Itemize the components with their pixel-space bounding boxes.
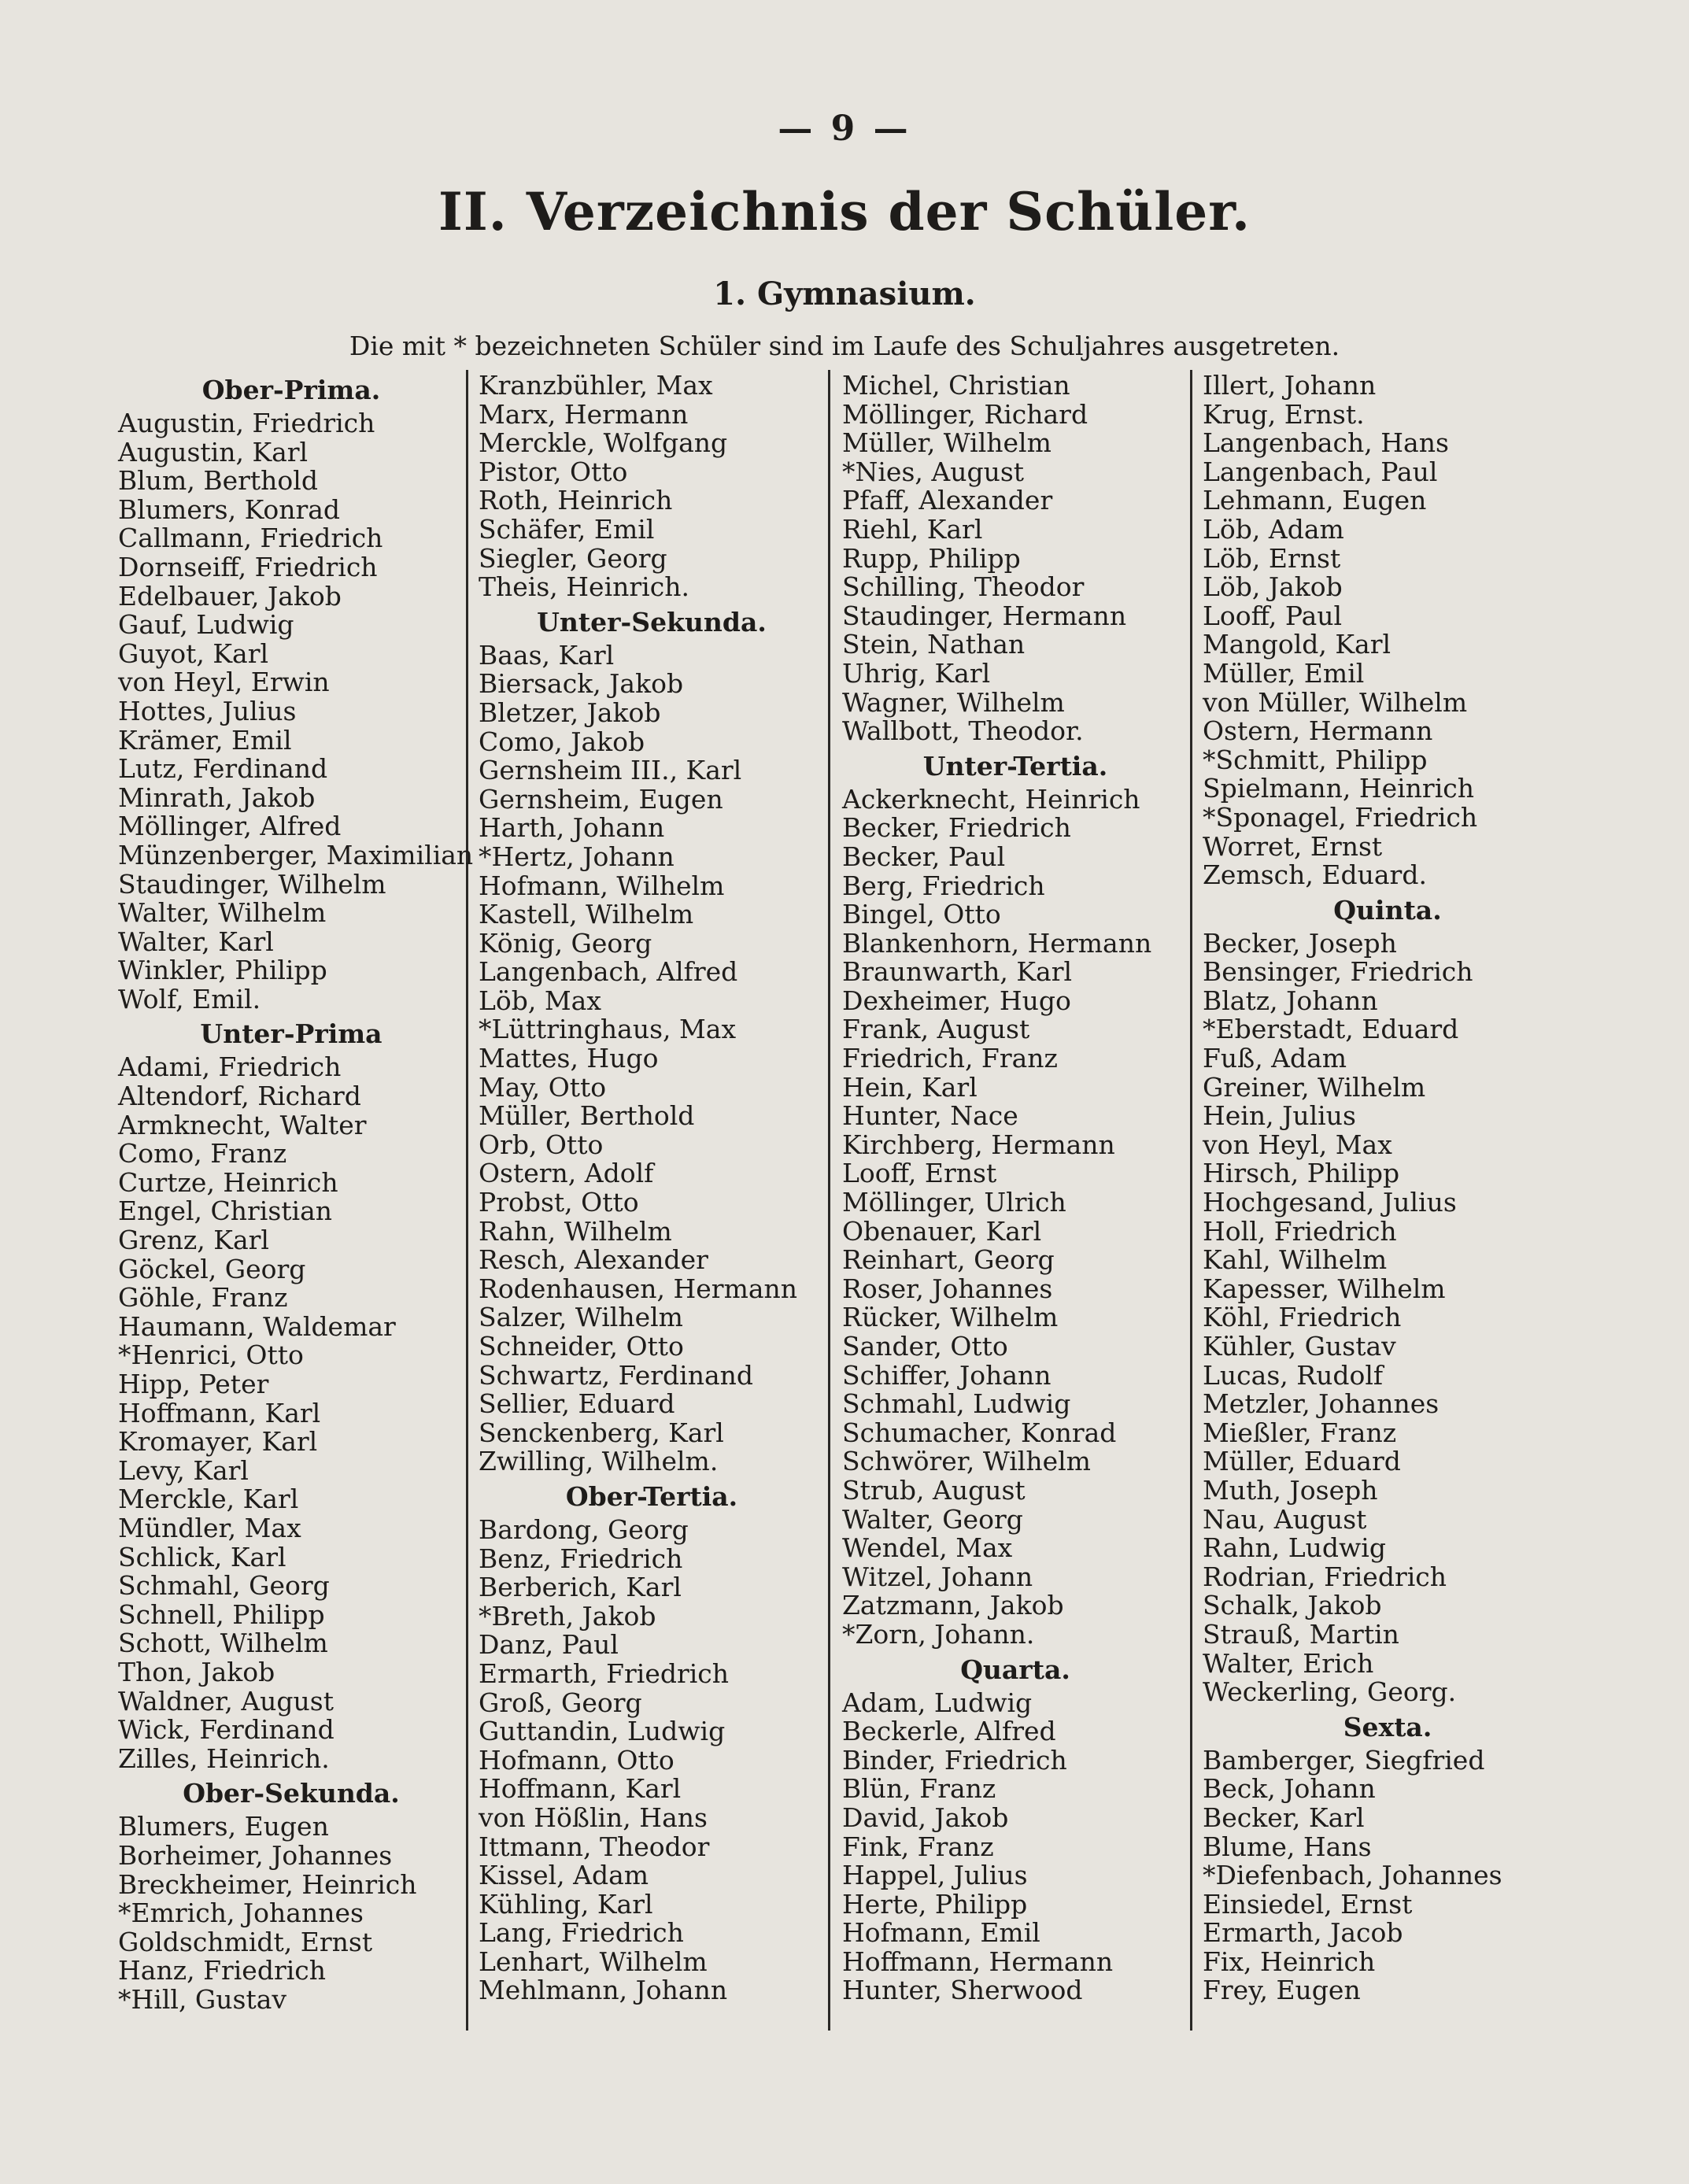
student-entry: Salzer, Wilhelm bbox=[479, 1302, 683, 1333]
student-entry: Callmann, Friedrich bbox=[118, 523, 383, 554]
class-heading: Unter-Tertia. bbox=[922, 750, 1108, 782]
class-section bbox=[479, 371, 825, 602]
student-entry: Walter, Georg bbox=[842, 1503, 1023, 1535]
page-number: — 9 — bbox=[778, 109, 911, 149]
student-entry: *Diefenbach, Johannes bbox=[1203, 1860, 1502, 1891]
student-entry: Schmahl, Georg bbox=[118, 1570, 330, 1602]
class-heading: Quarta. bbox=[960, 1654, 1070, 1685]
student-entry: *Nies, August bbox=[842, 456, 1025, 487]
student-entry: Pistor, Otto bbox=[479, 456, 628, 487]
student-entry: Roser, Johannes bbox=[842, 1273, 1053, 1304]
column-divider bbox=[828, 370, 830, 2031]
student-entry: Happel, Julius bbox=[842, 1860, 1028, 1891]
student-entry: Schwörer, Wilhelm bbox=[842, 1446, 1091, 1477]
student-entry: Augustin, Karl bbox=[118, 436, 309, 467]
student-entry: Gauf, Ludwig bbox=[118, 609, 294, 641]
student-entry: Beck, Johann bbox=[1203, 1773, 1376, 1805]
student-entry: Borheimer, Johannes bbox=[118, 1839, 393, 1871]
student-entry: Lucas, Rudolf bbox=[1203, 1359, 1384, 1391]
student-entry: Frey, Eugen bbox=[1203, 1975, 1361, 2006]
student-entry: Schalk, Jakob bbox=[1203, 1590, 1382, 1621]
student-entry: Nau, August bbox=[1203, 1503, 1367, 1535]
student-entry: Walter, Erich bbox=[1203, 1647, 1374, 1679]
student-entry: Haumann, Waldemar bbox=[118, 1310, 396, 1342]
student-entry: Looff, Paul bbox=[1203, 600, 1343, 631]
class-section bbox=[118, 1778, 464, 2014]
student-entry: Rücker, Wilhelm bbox=[842, 1302, 1059, 1333]
student-entry: Lehmann, Eugen bbox=[1203, 485, 1427, 516]
student-entry: Hirsch, Philipp bbox=[1203, 1158, 1400, 1189]
student-entry: Hoffmann, Karl bbox=[479, 1773, 682, 1805]
student-entry: Como, Jakob bbox=[479, 726, 645, 757]
class-heading: Sexta. bbox=[1343, 1711, 1432, 1742]
student-entry: Probst, Otto bbox=[479, 1187, 639, 1218]
student-entry: *Lüttringhaus, Max bbox=[479, 1014, 737, 1045]
student-entry: Roth, Heinrich bbox=[479, 485, 673, 516]
student-entry: Gernsheim III., Karl bbox=[479, 755, 742, 786]
student-entry: Uhrig, Karl bbox=[842, 657, 991, 689]
student-entry: Friedrich, Franz bbox=[842, 1043, 1058, 1074]
student-entry: Kahl, Wilhelm bbox=[1203, 1244, 1388, 1276]
student-entry: Pfaff, Alexander bbox=[842, 485, 1053, 516]
student-entry: Witzel, Johann bbox=[842, 1561, 1033, 1592]
student-entry: Wagner, Wilhelm bbox=[842, 686, 1065, 718]
student-entry: Breckheimer, Heinrich bbox=[118, 1868, 417, 1900]
student-entry: Zilles, Heinrich. bbox=[118, 1742, 330, 1774]
student-entry: Berg, Friedrich bbox=[842, 870, 1045, 901]
student-entry: Blün, Franz bbox=[842, 1773, 996, 1805]
student-entry: Müller, Berthold bbox=[479, 1100, 695, 1132]
student-entry: Edelbauer, Jakob bbox=[118, 580, 342, 612]
student-entry: Mündler, Max bbox=[118, 1512, 301, 1543]
student-entry: Hottes, Julius bbox=[118, 695, 297, 726]
student-entry: Fix, Heinrich bbox=[1203, 1946, 1376, 1977]
footnote-legend: Die mit * bezeichneten Schüler sind im Laufe des Schuljahres ausgetreten. bbox=[349, 331, 1340, 361]
student-entry: Rupp, Philipp bbox=[842, 542, 1021, 574]
student-entry: *Hill, Gustav bbox=[118, 1983, 287, 2015]
student-entry: von Müller, Wilhelm bbox=[1203, 686, 1468, 718]
student-entry: Ittmann, Theodor bbox=[479, 1831, 710, 1862]
student-entry: Staudinger, Wilhelm bbox=[118, 868, 386, 900]
student-column bbox=[479, 371, 825, 2032]
student-entry: Goldschmidt, Ernst bbox=[118, 1926, 373, 1957]
student-entry: Spielmann, Heinrich bbox=[1203, 773, 1475, 804]
student-entry: Ostern, Adolf bbox=[479, 1158, 654, 1189]
student-entry: Rahn, Wilhelm bbox=[479, 1215, 672, 1247]
class-section bbox=[118, 375, 474, 1014]
student-entry: Illert, Johann bbox=[1203, 370, 1377, 401]
student-entry: Harth, Johann bbox=[479, 812, 665, 844]
student-entry: Löb, Jakob bbox=[1203, 571, 1343, 603]
student-entry: Kühling, Karl bbox=[479, 1888, 653, 1920]
student-entry: Riehl, Karl bbox=[842, 513, 983, 545]
student-entry: *Emrich, Johannes bbox=[118, 1898, 364, 1929]
student-entry: Lang, Friedrich bbox=[479, 1917, 684, 1949]
student-entry: Langenbach, Alfred bbox=[479, 956, 738, 988]
student-entry: Baas, Karl bbox=[479, 639, 615, 671]
student-entry: Hein, Julius bbox=[1203, 1100, 1356, 1132]
student-entry: Schott, Wilhelm bbox=[118, 1628, 328, 1659]
class-section bbox=[1203, 1712, 1573, 2005]
student-entry: Hunter, Nace bbox=[842, 1100, 1018, 1132]
student-entry: Hein, Karl bbox=[842, 1071, 978, 1103]
student-entry: Wick, Ferdinand bbox=[118, 1714, 334, 1746]
student-entry: Biersack, Jakob bbox=[479, 668, 684, 700]
student-entry: Hochgesand, Julius bbox=[1203, 1187, 1457, 1218]
student-entry: Danz, Paul bbox=[479, 1629, 619, 1661]
student-entry: Muth, Joseph bbox=[1203, 1474, 1378, 1506]
student-entry: *Sponagel, Friedrich bbox=[1203, 801, 1478, 833]
student-entry: *Schmitt, Philipp bbox=[1203, 744, 1428, 775]
student-entry: Braunwarth, Karl bbox=[842, 956, 1073, 988]
student-entry: Kühler, Gustav bbox=[1203, 1331, 1396, 1362]
student-entry: Worret, Ernst bbox=[1203, 830, 1383, 862]
class-section bbox=[479, 607, 825, 1476]
student-entry: Benz, Friedrich bbox=[479, 1543, 683, 1574]
column-divider bbox=[466, 370, 468, 2031]
student-entry: Ermarth, Jacob bbox=[1203, 1917, 1403, 1949]
student-entry: Möllinger, Richard bbox=[842, 398, 1088, 430]
student-entry: Bletzer, Jakob bbox=[479, 697, 661, 728]
student-entry: Staudinger, Hermann bbox=[842, 600, 1127, 631]
student-entry: Reinhart, Georg bbox=[842, 1244, 1055, 1276]
student-entry: Schumacher, Konrad bbox=[842, 1417, 1117, 1448]
student-entry: Ostern, Hermann bbox=[1203, 715, 1433, 747]
student-entry: Müller, Eduard bbox=[1203, 1446, 1401, 1477]
student-entry: Adam, Ludwig bbox=[842, 1687, 1033, 1718]
student-entry: Göhle, Franz bbox=[118, 1282, 288, 1314]
student-entry: Siegler, Georg bbox=[479, 542, 667, 574]
student-entry: Lutz, Ferdinand bbox=[118, 753, 328, 785]
student-entry: Looff, Ernst bbox=[842, 1158, 997, 1189]
student-entry: Rahn, Ludwig bbox=[1203, 1532, 1386, 1564]
student-entry: Obenauer, Karl bbox=[842, 1215, 1042, 1247]
student-entry: Schlick, Karl bbox=[118, 1541, 286, 1572]
student-entry: Münzenberger, Maximilian bbox=[118, 839, 474, 870]
student-entry: Hipp, Peter bbox=[118, 1369, 269, 1399]
student-entry: König, Georg bbox=[479, 927, 652, 959]
class-section bbox=[1203, 371, 1573, 890]
student-entry: Levy, Karl bbox=[118, 1454, 249, 1486]
student-entry: Schneider, Otto bbox=[479, 1331, 684, 1362]
student-entry: Grenz, Karl bbox=[118, 1225, 269, 1256]
student-entry: Ermarth, Friedrich bbox=[479, 1657, 730, 1689]
student-entry: *Hertz, Johann bbox=[479, 841, 674, 872]
student-entry: Minrath, Jakob bbox=[118, 782, 316, 813]
class-section bbox=[842, 751, 1188, 1650]
student-entry: Merckle, Wolfgang bbox=[479, 427, 728, 459]
student-entry: May, Otto bbox=[479, 1071, 607, 1103]
student-entry: Strauß, Martin bbox=[1203, 1618, 1399, 1650]
student-entry: Hoffmann, Hermann bbox=[842, 1946, 1114, 1977]
student-entry: Kromayer, Karl bbox=[118, 1426, 318, 1458]
student-entry: *Zorn, Johann. bbox=[842, 1618, 1035, 1650]
student-entry: Bingel, Otto bbox=[842, 899, 1001, 930]
class-heading: Quinta. bbox=[1333, 894, 1442, 926]
student-entry: Greiner, Wilhelm bbox=[1203, 1071, 1426, 1103]
student-entry: Krämer, Emil bbox=[118, 724, 292, 756]
student-entry: Augustin, Friedrich bbox=[118, 408, 375, 438]
class-heading: Unter-Prima bbox=[200, 1018, 383, 1050]
student-entry: Guttandin, Ludwig bbox=[479, 1716, 726, 1747]
student-entry: Müller, Emil bbox=[1203, 657, 1365, 689]
student-entry: Löb, Max bbox=[479, 985, 601, 1016]
class-section bbox=[842, 371, 1188, 746]
student-entry: Möllinger, Ulrich bbox=[842, 1187, 1066, 1218]
student-entry: Kapesser, Wilhelm bbox=[1203, 1273, 1446, 1304]
student-entry: Blume, Hans bbox=[1203, 1831, 1372, 1862]
section-title: 1. Gymnasium. bbox=[713, 275, 976, 312]
student-entry: Wolf, Emil. bbox=[118, 983, 261, 1014]
student-entry: Gernsheim, Eugen bbox=[479, 783, 723, 815]
student-entry: Hofmann, Emil bbox=[842, 1917, 1040, 1949]
student-entry: Resch, Alexander bbox=[479, 1244, 708, 1276]
student-entry: Fuß, Adam bbox=[1203, 1043, 1347, 1074]
student-entry: Metzler, Johannes bbox=[1203, 1388, 1440, 1420]
student-entry: Mattes, Hugo bbox=[479, 1043, 659, 1074]
student-entry: von Heyl, Erwin bbox=[118, 667, 330, 698]
class-heading: Unter-Sekunda. bbox=[537, 606, 767, 637]
student-entry: Engel, Christian bbox=[118, 1195, 333, 1227]
student-entry: Senckenberg, Karl bbox=[479, 1417, 724, 1448]
student-entry: Bensinger, Friedrich bbox=[1203, 956, 1473, 988]
student-entry: Theis, Heinrich. bbox=[479, 571, 689, 603]
student-entry: Zemsch, Eduard. bbox=[1203, 859, 1427, 891]
class-heading: Ober-Prima. bbox=[201, 375, 381, 405]
student-entry: Dornseiff, Friedrich bbox=[118, 551, 378, 582]
student-entry: Mehlmann, Johann bbox=[479, 1975, 728, 2006]
student-entry: Schilling, Theodor bbox=[842, 571, 1085, 603]
student-entry: Becker, Joseph bbox=[1203, 927, 1397, 959]
student-entry: Lenhart, Wilhelm bbox=[479, 1946, 708, 1977]
student-entry: Bardong, Georg bbox=[479, 1513, 689, 1545]
student-column bbox=[1203, 371, 1573, 2032]
student-entry: Rodenhausen, Hermann bbox=[479, 1273, 798, 1304]
student-entry: Mießler, Franz bbox=[1203, 1417, 1397, 1448]
student-entry: Blatz, Johann bbox=[1203, 985, 1378, 1016]
student-entry: Herte, Philipp bbox=[842, 1888, 1028, 1920]
student-entry: Blumers, Eugen bbox=[118, 1811, 329, 1842]
student-entry: Schmahl, Ludwig bbox=[842, 1388, 1071, 1420]
student-entry: Langenbach, Hans bbox=[1203, 427, 1449, 459]
student-entry: *Henrici, Otto bbox=[118, 1340, 304, 1371]
student-entry: Schäfer, Emil bbox=[479, 513, 655, 545]
student-entry: Stein, Nathan bbox=[842, 629, 1026, 660]
student-entry: Blumers, Konrad bbox=[118, 493, 341, 525]
student-entry: Mangold, Karl bbox=[1203, 629, 1391, 660]
student-entry: Hunter, Sherwood bbox=[842, 1975, 1083, 2006]
student-entry: Becker, Paul bbox=[842, 841, 1006, 872]
student-entry: Wendel, Max bbox=[842, 1532, 1013, 1564]
student-entry: Göckel, Georg bbox=[118, 1253, 306, 1284]
student-entry: David, Jakob bbox=[842, 1802, 1009, 1833]
student-entry: Guyot, Karl bbox=[118, 637, 269, 669]
student-entry: Marx, Hermann bbox=[479, 398, 689, 430]
class-heading: Ober-Sekunda. bbox=[183, 1778, 400, 1809]
student-entry: Walter, Karl bbox=[118, 926, 274, 957]
student-entry: von Hößlin, Hans bbox=[479, 1802, 708, 1833]
student-entry: *Breth, Jakob bbox=[479, 1600, 656, 1632]
student-entry: Hofmann, Wilhelm bbox=[479, 870, 725, 901]
student-entry: Becker, Karl bbox=[1203, 1802, 1365, 1833]
student-entry: Krug, Ernst. bbox=[1203, 398, 1365, 430]
student-entry: Hoffmann, Karl bbox=[118, 1397, 321, 1428]
student-entry: Löb, Adam bbox=[1203, 513, 1344, 545]
student-entry: Schwartz, Ferdinand bbox=[479, 1359, 754, 1391]
student-entry: Walter, Wilhelm bbox=[118, 897, 327, 929]
student-entry: Altendorf, Richard bbox=[118, 1081, 361, 1112]
student-entry: Winkler, Philipp bbox=[118, 955, 327, 986]
student-entry: Schnell, Philipp bbox=[118, 1598, 325, 1630]
student-entry: Kirchberg, Hermann bbox=[842, 1129, 1115, 1160]
class-heading: Ober-Tertia. bbox=[565, 1480, 738, 1512]
student-entry: Holl, Friedrich bbox=[1203, 1215, 1397, 1247]
student-entry: Binder, Friedrich bbox=[842, 1744, 1067, 1776]
class-section bbox=[1203, 895, 1573, 1707]
page-title: II. Verzeichnis der Schüler. bbox=[438, 181, 1251, 242]
student-entry: Waldner, August bbox=[118, 1685, 334, 1717]
student-entry: Orb, Otto bbox=[479, 1129, 604, 1160]
student-entry: Bamberger, Siegfried bbox=[1203, 1744, 1485, 1776]
student-column bbox=[118, 371, 474, 2032]
student-entry: Rodrian, Friedrich bbox=[1203, 1561, 1447, 1592]
student-entry: Müller, Wilhelm bbox=[842, 427, 1051, 459]
student-entry: Zatzmann, Jakob bbox=[842, 1590, 1064, 1621]
student-entry: Adami, Friedrich bbox=[118, 1051, 342, 1083]
student-entry: Como, Franz bbox=[118, 1138, 287, 1170]
class-section bbox=[118, 1018, 464, 1773]
student-entry: Möllinger, Alfred bbox=[118, 811, 342, 842]
student-entry: Dexheimer, Hugo bbox=[842, 985, 1071, 1016]
student-entry: Langenbach, Paul bbox=[1203, 456, 1438, 487]
student-entry: Ackerknecht, Heinrich bbox=[842, 783, 1140, 815]
student-entry: Einsiedel, Ernst bbox=[1203, 1888, 1413, 1920]
student-entry: Kastell, Wilhelm bbox=[479, 899, 694, 930]
student-entry: Wallbott, Theodor. bbox=[842, 715, 1084, 747]
student-entry: Blum, Berthold bbox=[118, 465, 318, 497]
student-entry: Kranzbühler, Max bbox=[479, 370, 713, 401]
student-entry: Hofmann, Otto bbox=[479, 1744, 674, 1776]
student-entry: Thon, Jakob bbox=[118, 1656, 275, 1687]
column-divider bbox=[1190, 370, 1192, 2031]
student-entry: Löb, Ernst bbox=[1203, 542, 1341, 574]
student-entry: Fink, Franz bbox=[842, 1831, 994, 1862]
student-entry: Blankenhorn, Hermann bbox=[842, 927, 1152, 959]
student-entry: Weckerling, Georg. bbox=[1203, 1676, 1457, 1708]
student-entry: Beckerle, Alfred bbox=[842, 1716, 1056, 1747]
student-entry: von Heyl, Max bbox=[1203, 1129, 1392, 1160]
student-entry: Berberich, Karl bbox=[479, 1572, 682, 1603]
class-section bbox=[479, 1481, 825, 2005]
student-entry: Groß, Georg bbox=[479, 1687, 642, 1718]
student-entry: Köhl, Friedrich bbox=[1203, 1302, 1402, 1333]
student-entry: Frank, August bbox=[842, 1014, 1030, 1045]
class-section bbox=[842, 1654, 1188, 2006]
student-entry: Michel, Christian bbox=[842, 370, 1070, 401]
student-entry: Zwilling, Wilhelm. bbox=[479, 1446, 719, 1477]
student-entry: Merckle, Karl bbox=[118, 1484, 299, 1515]
student-entry: Strub, August bbox=[842, 1474, 1026, 1506]
student-entry: Sellier, Eduard bbox=[479, 1388, 675, 1420]
student-entry: Hanz, Friedrich bbox=[118, 1955, 327, 1986]
student-entry: Armknecht, Walter bbox=[118, 1109, 367, 1140]
student-entry: Sander, Otto bbox=[842, 1331, 1008, 1362]
student-entry: Schiffer, Johann bbox=[842, 1359, 1051, 1391]
student-entry: Kissel, Adam bbox=[479, 1860, 649, 1891]
student-entry: *Eberstadt, Eduard bbox=[1203, 1014, 1459, 1045]
student-entry: Becker, Friedrich bbox=[842, 812, 1071, 844]
student-entry: Curtze, Heinrich bbox=[118, 1166, 338, 1198]
student-column bbox=[842, 371, 1188, 2032]
